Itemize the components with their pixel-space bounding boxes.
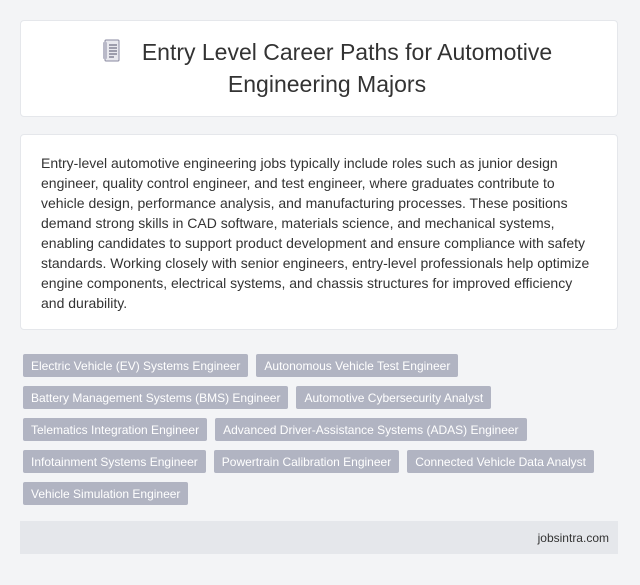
page-title-wrap (87, 38, 567, 99)
summary-card (20, 134, 618, 330)
title-card (20, 20, 618, 117)
footer (20, 521, 618, 554)
document-icon (102, 39, 122, 70)
page-title: Entry Level Career Paths for Automotive Engineering Majors (141, 39, 553, 97)
tag[interactable]: Vehicle Simulation Engineer (23, 482, 188, 505)
tag-list (23, 354, 623, 505)
summary-text: Entry-level automotive engineering jobs typically include roles such as junior design engineer, quality control engineer, and test engineer, where graduates contribute to vehicle design, performance analysis, and manufacturing processes. These positions demand strong skills in CAD software, materials science, and mechanical systems, enabling candidates to support product development and ensure compliance with safety standards. Working closely with senior engineers, entry-level professionals help optimize engine components, electrical systems, and chassis structures for improved efficiency and durability. (41, 155, 590, 311)
tag[interactable]: Infotainment Systems Engineer (23, 450, 206, 473)
tag[interactable]: Electric Vehicle (EV) Systems Engineer (23, 354, 248, 377)
footer-site[interactable]: jobsintra.com (537, 530, 609, 545)
tag[interactable]: Battery Management Systems (BMS) Engineer (23, 386, 288, 409)
tag[interactable]: Telematics Integration Engineer (23, 418, 207, 441)
tag[interactable]: Powertrain Calibration Engineer (214, 450, 399, 473)
tag[interactable]: Autonomous Vehicle Test Engineer (256, 354, 458, 377)
tag[interactable]: Automotive Cybersecurity Analyst (296, 386, 491, 409)
tag[interactable]: Connected Vehicle Data Analyst (407, 450, 594, 473)
tag[interactable]: Advanced Driver-Assistance Systems (ADAS) Engineer (215, 418, 526, 441)
